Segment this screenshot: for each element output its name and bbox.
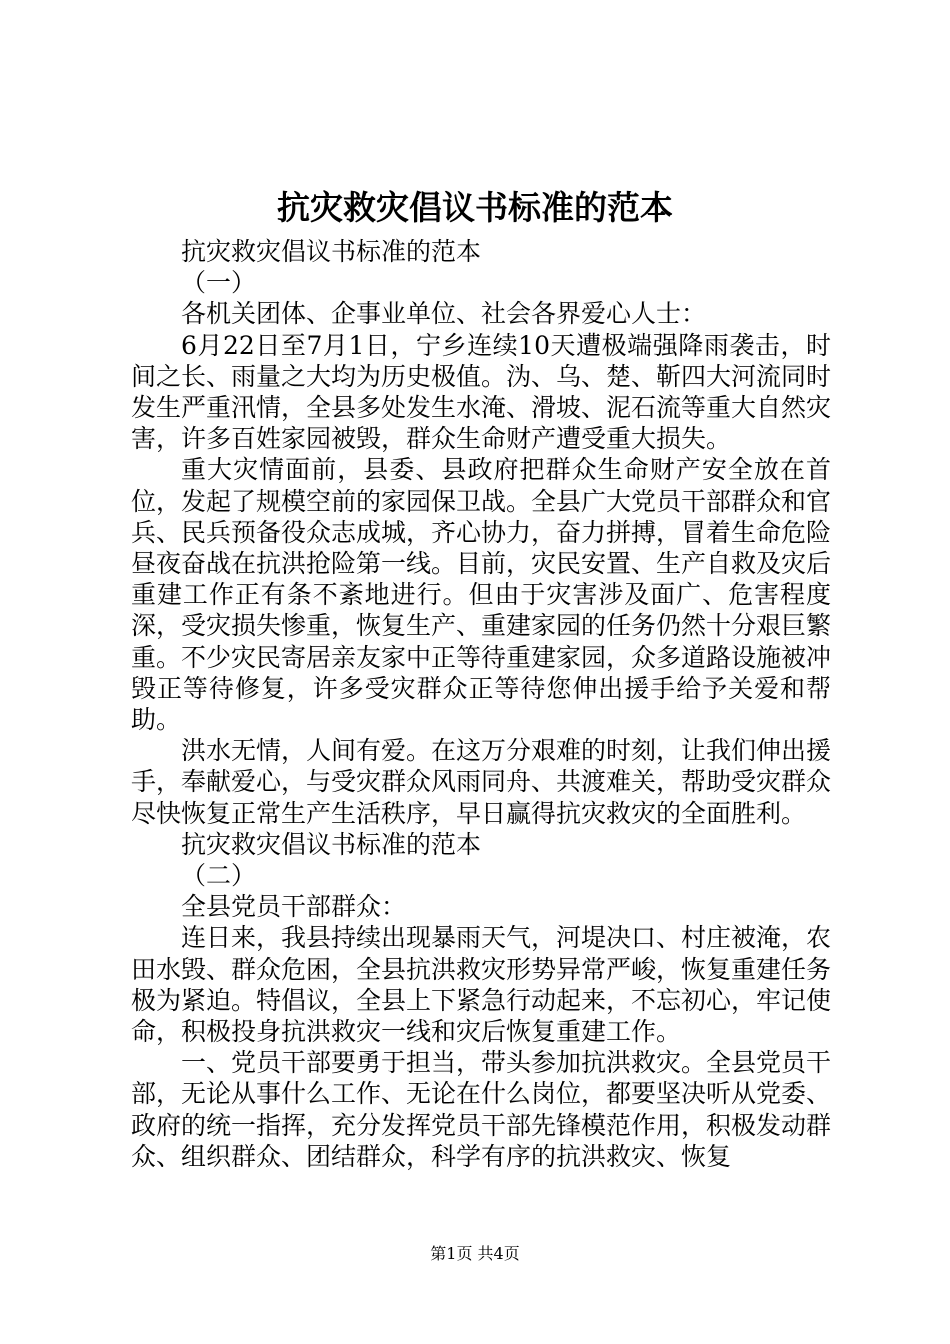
page-footer: 第1页 共4页 xyxy=(430,1244,520,1263)
subtitle-two: 抗灾救灾倡议书标准的范本 xyxy=(181,829,482,859)
body-paragraph: 重大灾情面前，县委、县政府把群众生命财产安全放在首位，发起了规模空前的家园保卫战。全县广大党员干部群众和官兵、民兵预备役众志成城，齐心协力，奋力拼搏，冒着生命危险昼夜奋战在抗洪抢险第一线。目前，灾民安置、生产自救及灾后重建工作正有条不紊地进行。但由于灾害涉及面广、危害程度深，受灾损失惨重，恢复生产、重建家园的任务仍然十分艰巨繁重。不少灾民寄居亲友家中正等待重建家园，众多道路设施被冲毁正等待修复，许多受灾群众正等待您伸出援手给予关爱和帮助。 xyxy=(131,455,832,735)
body-paragraph: 6月22日至7月1日，宁乡连续10天遭极端强降雨袭击，时间之长、雨量之大均为历史极值。沩、乌、楚、靳四大河流同时发生严重汛情，全县多处发生水淹、滑坡、泥石流等重大自然灾害，许多百姓家园被毁，群众生命财产遭受重大损失。 xyxy=(131,330,832,454)
body-paragraph: 一、党员干部要勇于担当，带头参加抗洪救灾。全县党员干部，无论从事什么工作、无论在什么岗位，都要坚决听从党委、政府的统一指挥，充分发挥党员干部先锋模范作用，积极发动群众、组织群众、团结群众，科学有序的抗洪救灾、恢复 xyxy=(131,1048,832,1171)
salutation-one: 各机关团体、企事业单位、社会各界爱心人士： xyxy=(181,299,707,329)
section-marker-one: （一） xyxy=(181,268,257,298)
section-marker-two: （二） xyxy=(181,861,257,891)
body-paragraph: 洪水无情，人间有爱。在这万分艰难的时刻，让我们伸出援手，奉献爱心，与受灾群众风雨同舟、共渡难关，帮助受灾群众尽快恢复正常生产生活秩序，早日赢得抗灾救灾的全面胜利。 xyxy=(131,736,832,828)
document-title: 抗灾救灾倡议书标准的范本 xyxy=(277,188,673,227)
body-paragraph: 连日来，我县持续出现暴雨天气，河堤决口、村庄被淹，农田水毁、群众危困，全县抗洪救灾形势异常严峻，恢复重建任务极为紧迫。特倡议，全县上下紧急行动起来，不忘初心，牢记使命，积极投身抗洪救灾一线和灾后恢复重建工作。 xyxy=(131,923,832,1047)
subtitle-one: 抗灾救灾倡议书标准的范本 xyxy=(181,237,482,266)
document-body xyxy=(131,236,831,1172)
salutation-two: 全县党员干部群众： xyxy=(181,892,407,922)
